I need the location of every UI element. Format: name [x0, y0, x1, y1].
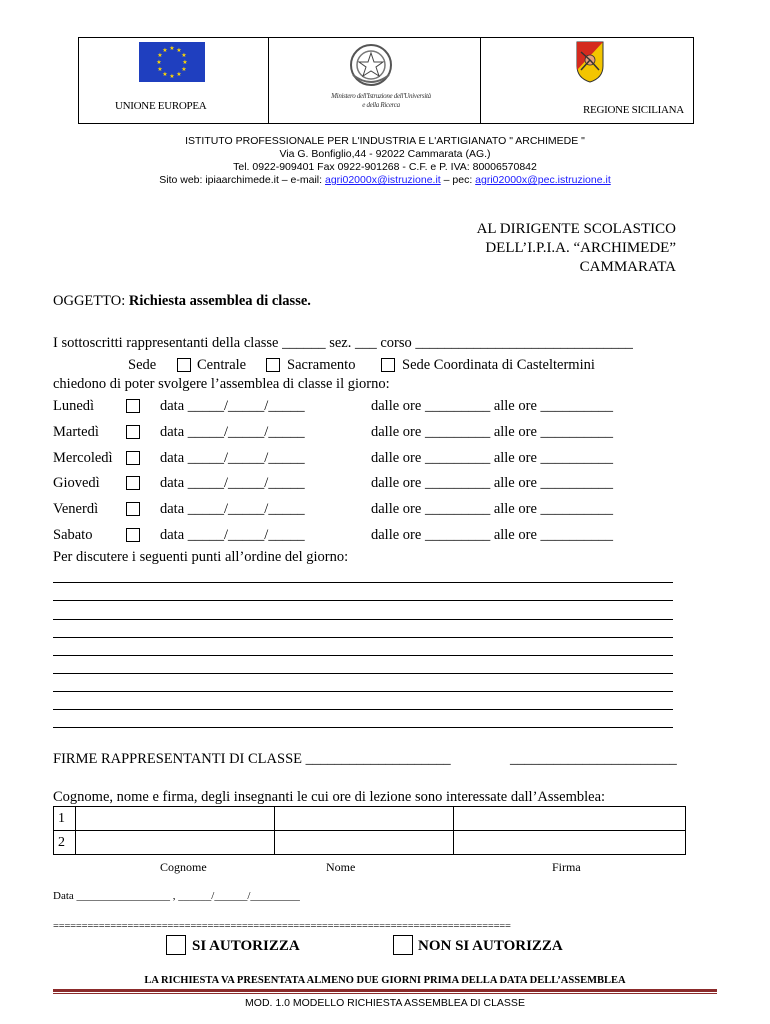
- footer-notice: LA RICHIESTA VA PRESENTATA ALMENO DUE GIORNI PRIMA DELLA DATA DELL’ASSEMBLEA: [144, 975, 626, 986]
- reps-signature-line-2: _______________________: [510, 751, 677, 767]
- recipient-line-2: DELL’I.P.I.A. “ARCHIMEDE”: [485, 240, 676, 256]
- day-checkbox[interactable]: [126, 502, 140, 516]
- day-checkbox[interactable]: [126, 476, 140, 490]
- day-label: Lunedì: [53, 398, 95, 414]
- svg-text:★: ★: [162, 71, 168, 78]
- agenda-line[interactable]: [53, 600, 673, 601]
- separator: ================================================================================: [53, 921, 511, 932]
- day-date-field[interactable]: data _____/_____/_____: [160, 501, 305, 517]
- teachers-table: [53, 806, 686, 855]
- day-time-field[interactable]: dalle ore _________ alle ore __________: [371, 527, 614, 543]
- day-checkbox[interactable]: [126, 425, 140, 439]
- agenda-line[interactable]: [53, 655, 673, 656]
- col-firma-label: Firma: [552, 860, 581, 874]
- recipient-line-1: AL DIRIGENTE SCOLASTICO: [476, 221, 676, 237]
- day-label: Sabato: [53, 527, 93, 543]
- ministry-cell: [269, 38, 481, 123]
- row-number: 2: [54, 831, 76, 855]
- pec-link[interactable]: agri02000x@pec.istruzione.it: [475, 174, 611, 186]
- day-label: Venerdì: [53, 501, 99, 517]
- recipient-line-3: CAMMARATA: [579, 259, 676, 275]
- day-date-field[interactable]: data _____/_____/_____: [160, 475, 305, 491]
- footer-rule: [53, 989, 717, 992]
- si-autorizza-label: SI AUTORIZZA: [192, 938, 300, 954]
- day-date-field[interactable]: data _____/_____/_____: [160, 424, 305, 440]
- institute-name: ISTITUTO PROFESSIONALE PER L'INDUSTRIA E L'ARTIGIANATO " ARCHIMEDE ": [185, 135, 585, 147]
- day-time-field[interactable]: dalle ore _________ alle ore __________: [371, 501, 614, 517]
- day-label: Mercoledì: [53, 450, 113, 466]
- svg-text:★: ★: [182, 59, 188, 66]
- agenda-label: Per discutere i seguenti punti all’ordine del giorno:: [53, 549, 349, 565]
- eu-cell: [79, 38, 269, 123]
- reps-signatures-label: FIRME RAPPRESENTANTI DI CLASSE ____________________: [53, 751, 451, 767]
- day-date-field[interactable]: data _____/_____/_____: [160, 527, 305, 543]
- svg-text:★: ★: [181, 66, 187, 73]
- institute-contacts: [0, 174, 770, 187]
- day-time-field[interactable]: dalle ore _________ alle ore __________: [371, 450, 614, 466]
- subject: [53, 293, 311, 310]
- day-time-field[interactable]: dalle ore _________ alle ore __________: [371, 475, 614, 491]
- day-checkbox[interactable]: [126, 399, 140, 413]
- svg-text:★: ★: [169, 73, 175, 80]
- agenda-line[interactable]: [53, 691, 673, 692]
- agenda-line[interactable]: [53, 673, 673, 674]
- eu-label: UNIONE EUROPEA: [115, 100, 207, 112]
- sacramento-label: Sacramento: [287, 357, 356, 373]
- non-si-autorizza-label: NON SI AUTORIZZA: [418, 938, 563, 954]
- agenda-line[interactable]: [53, 637, 673, 638]
- institute-address: Via G. Bonfiglio,44 - 92022 Cammarata (AG.): [279, 148, 491, 160]
- subject-text: Richiesta assemblea di classe.: [128, 293, 311, 309]
- sicily-shield-icon: [575, 40, 605, 84]
- cognome-cell[interactable]: [76, 831, 275, 855]
- col-nome-label: Nome: [326, 860, 356, 874]
- table-row: [54, 807, 686, 831]
- date-line: Data _________________ , ______/______/_________: [53, 890, 300, 902]
- teachers-label: Cognome, nome e firma, degli insegnanti le cui ore di lezione sono interessate dall’Assemblea:: [53, 789, 606, 805]
- web-text: Sito web: ipiaarchimede.it – e-mail:: [159, 174, 325, 186]
- sede-coordinata-label: Sede Coordinata di Casteltermini: [402, 357, 595, 373]
- day-date-field[interactable]: data _____/_____/_____: [160, 398, 305, 414]
- italian-emblem-icon: [347, 43, 395, 89]
- si-autorizza-checkbox[interactable]: [166, 935, 186, 955]
- cognome-cell[interactable]: [76, 807, 275, 831]
- sede-coordinata-checkbox[interactable]: [381, 358, 395, 372]
- svg-text:★: ★: [162, 47, 168, 54]
- svg-text:★: ★: [176, 71, 182, 78]
- day-time-field[interactable]: dalle ore _________ alle ore __________: [371, 398, 614, 414]
- day-date-field[interactable]: data _____/_____/_____: [160, 450, 305, 466]
- eu-flag-icon: [139, 42, 205, 82]
- ministry-label: Ministero dell'Istruzione dell'Università e della Ricerca: [331, 92, 431, 109]
- svg-text:★: ★: [156, 59, 162, 66]
- day-time-field[interactable]: dalle ore _________ alle ore __________: [371, 424, 614, 440]
- footer-model: MOD. 1.0 MODELLO RICHIESTA ASSEMBLEA DI CLASSE: [245, 997, 525, 1009]
- agenda-line[interactable]: [53, 709, 673, 710]
- firma-cell[interactable]: [454, 831, 686, 855]
- institute-phone: Tel. 0922-909401 Fax 0922-901268 - C.F. e P. IVA: 80006570842: [233, 161, 537, 173]
- day-label: Martedì: [53, 424, 99, 440]
- centrale-label: Centrale: [197, 357, 247, 373]
- centrale-checkbox[interactable]: [177, 358, 191, 372]
- region-label: REGIONE SICILIANA: [583, 104, 684, 116]
- day-label: Giovedì: [53, 475, 100, 491]
- agenda-line[interactable]: [53, 619, 673, 620]
- nome-cell[interactable]: [275, 831, 454, 855]
- pec-prefix: – pec:: [440, 174, 476, 186]
- col-cognome-label: Cognome: [160, 860, 207, 874]
- email-link[interactable]: agri02000x@istruzione.it: [324, 174, 441, 186]
- day-checkbox[interactable]: [126, 451, 140, 465]
- subject-label: OGGETTO:: [53, 293, 129, 309]
- svg-text:★: ★: [157, 66, 163, 73]
- svg-text:★: ★: [169, 45, 175, 52]
- sacramento-checkbox[interactable]: [266, 358, 280, 372]
- footer-rule-thin: [53, 993, 717, 994]
- sede-label: Sede: [128, 357, 157, 373]
- svg-text:★: ★: [181, 52, 187, 59]
- header-logos-table: [78, 37, 694, 124]
- agenda-line[interactable]: [53, 582, 673, 583]
- firma-cell[interactable]: [454, 807, 686, 831]
- svg-text:★: ★: [157, 52, 163, 59]
- class-line: I sottoscritti rappresentanti della classe ______ sez. ___ corso ______________________________: [53, 335, 633, 351]
- agenda-line[interactable]: [53, 727, 673, 728]
- table-row: [54, 831, 686, 855]
- svg-text:★: ★: [176, 47, 182, 54]
- request-line: chiedono di poter svolgere l’assemblea di classe il giorno:: [53, 376, 390, 392]
- nome-cell[interactable]: [275, 807, 454, 831]
- day-checkbox[interactable]: [126, 528, 140, 542]
- non-si-autorizza-checkbox[interactable]: [393, 935, 413, 955]
- region-cell: [481, 38, 695, 123]
- row-number: 1: [54, 807, 76, 831]
